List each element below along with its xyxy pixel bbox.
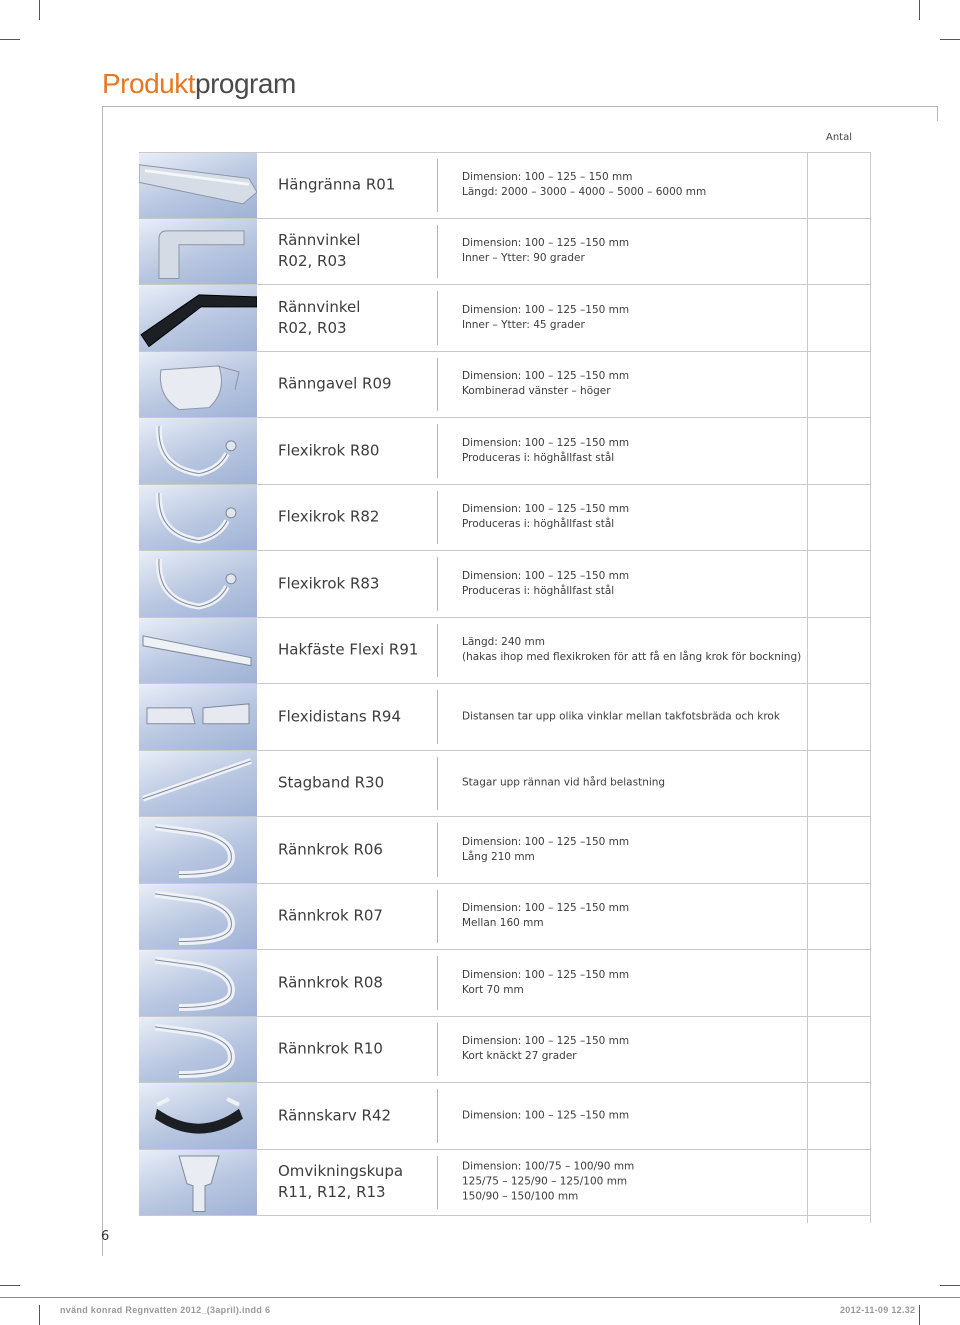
gutter-joint-icon: [139, 1083, 257, 1149]
table-row: [139, 485, 871, 552]
table-row: [139, 352, 871, 419]
description-line: Dimension: 100 – 125 –150 mm: [462, 1035, 630, 1048]
column-separator: [437, 1089, 438, 1143]
description-line: Inner – Ytter: 45 grader: [462, 318, 585, 331]
product-description: [462, 436, 842, 466]
crop-mark: [39, 0, 40, 20]
product-name-line: Flexidistans R94: [278, 707, 401, 726]
column-separator: [437, 159, 438, 212]
table-row: [139, 618, 871, 685]
title-rest: program: [195, 68, 296, 99]
column-separator: [437, 225, 438, 279]
product-name-line: Flexikrok R82: [278, 507, 380, 526]
column-separator: [437, 690, 438, 744]
description-line: 150/90 – 150/100 mm: [462, 1190, 579, 1203]
hook-icon: [139, 551, 257, 617]
product-description: [462, 968, 842, 998]
product-name-line: R02, R03: [278, 318, 347, 337]
crop-mark: [940, 39, 960, 40]
product-description: [462, 303, 842, 333]
product-name-line: Hakfäste Flexi R91: [278, 640, 419, 659]
product-name-line: Hängränna R01: [278, 175, 396, 194]
product-name-line: R11, R12, R13: [278, 1183, 386, 1202]
description-line: Längd: 240 mm: [462, 636, 545, 649]
description-line: Mellan 160 mm: [462, 917, 544, 930]
product-name-line: Ränngavel R09: [278, 374, 392, 393]
product-description: [462, 369, 842, 399]
description-line: Dimension: 100 – 125 – 150 mm: [462, 171, 633, 184]
crop-mark: [39, 1305, 40, 1325]
product-description: [462, 776, 842, 791]
product-description: [462, 709, 842, 724]
gutter-corner-icon: [139, 219, 257, 285]
table-row: [139, 418, 871, 485]
description-line: Produceras i: höghållfast stål: [462, 584, 615, 597]
description-line: Dimension: 100 – 125 –150 mm: [462, 902, 630, 915]
table-row: [139, 1083, 871, 1150]
gutter-icon: [139, 153, 257, 218]
hook-icon: [139, 485, 257, 551]
gutter-hook-icon: [139, 817, 257, 883]
product-name-line: Rännkrok R06: [278, 840, 383, 859]
product-name: [278, 507, 428, 528]
description-line: Produceras i: höghållfast stål: [462, 451, 615, 464]
description-line: (hakas ihop med flexikroken för att få en lång krok för bockning): [462, 651, 802, 664]
description-line: Kombinerad vänster – höger: [462, 385, 611, 398]
column-separator: [437, 1156, 438, 1210]
product-name: [278, 706, 428, 727]
description-line: Dimension: 100/75 – 100/90 mm: [462, 1160, 635, 1173]
frame-left-line: [102, 106, 103, 1256]
product-table: [139, 152, 871, 1216]
product-description: [462, 1160, 842, 1205]
table-row: [139, 884, 871, 951]
frame-top-line: [102, 106, 938, 107]
column-separator: [437, 956, 438, 1010]
description-line: Dimension: 100 – 125 –150 mm: [462, 237, 630, 250]
product-name-line: Rännvinkel: [278, 231, 361, 250]
product-name: [278, 972, 428, 993]
table-row: [139, 1150, 871, 1217]
column-separator: [437, 557, 438, 611]
gutter-hook-icon: [139, 1017, 257, 1083]
column-separator: [437, 1023, 438, 1077]
description-line: Lång 210 mm: [462, 850, 535, 863]
product-name-line: Rännkrok R10: [278, 1039, 383, 1058]
product-name-line: Stagband R30: [278, 773, 385, 792]
gutter-hook-icon: [139, 884, 257, 950]
column-separator: [437, 757, 438, 811]
frame-right-line: [937, 106, 938, 121]
description-line: Dimension: 100 – 125 –150 mm: [462, 1109, 630, 1122]
product-name-line: Flexikrok R80: [278, 441, 380, 460]
table-row: [139, 285, 871, 352]
quantity-column-label: Antal: [826, 132, 853, 143]
page-title: [102, 66, 296, 102]
file-slug: nvänd konrad Regnvatten 2012_(3april).indd 6: [60, 1305, 271, 1315]
spacer-icon: [139, 684, 257, 750]
description-line: Inner – Ytter: 90 grader: [462, 252, 585, 265]
crop-mark: [919, 1305, 920, 1325]
product-name-line: Rännkrok R07: [278, 906, 383, 925]
footer-rule: [0, 1297, 960, 1298]
table-row: [139, 950, 871, 1017]
bracket-strip-icon: [139, 618, 257, 684]
product-name-line: Rännvinkel: [278, 297, 361, 316]
table-row: [139, 551, 871, 618]
product-name: [278, 1105, 428, 1126]
product-name: [278, 1161, 428, 1203]
product-description: [462, 835, 842, 865]
product-name-line: Omvikningskupa: [278, 1162, 404, 1181]
column-separator: [437, 491, 438, 545]
table-row: [139, 152, 871, 219]
product-name-line: Rännskarv R42: [278, 1106, 392, 1125]
product-name: [278, 906, 428, 927]
product-name: [278, 1039, 428, 1060]
product-description: [462, 1108, 842, 1123]
product-name: [278, 297, 428, 339]
column-separator: [437, 624, 438, 678]
product-name: [278, 175, 428, 196]
description-line: Dimension: 100 – 125 –150 mm: [462, 503, 630, 516]
description-line: Dimension: 100 – 125 –150 mm: [462, 569, 630, 582]
column-separator: [437, 823, 438, 877]
strap-icon: [139, 751, 257, 817]
crop-mark: [940, 1285, 960, 1286]
product-name: [278, 773, 428, 794]
product-description: [462, 1034, 842, 1064]
product-description: [462, 236, 842, 266]
product-name: [278, 230, 428, 272]
product-name: [278, 374, 428, 395]
product-description: [462, 170, 842, 200]
description-line: Dimension: 100 – 125 –150 mm: [462, 303, 630, 316]
outlet-funnel-icon: [139, 1150, 257, 1216]
gutter-hook-icon: [139, 950, 257, 1016]
table-row: [139, 817, 871, 884]
title-accent: Produkt: [102, 68, 195, 99]
product-name-line: Rännkrok R08: [278, 973, 383, 992]
description-line: 125/75 – 125/90 – 125/100 mm: [462, 1175, 628, 1188]
table-row: [139, 1017, 871, 1084]
description-line: Kort 70 mm: [462, 983, 524, 996]
crop-mark: [0, 39, 20, 40]
description-line: Dimension: 100 – 125 –150 mm: [462, 835, 630, 848]
product-description: [462, 901, 842, 931]
description-line: Längd: 2000 – 3000 – 4000 – 5000 – 6000 mm: [462, 186, 707, 199]
product-name: [278, 440, 428, 461]
hook-icon: [139, 418, 257, 484]
product-description: [462, 569, 842, 599]
description-line: Dimension: 100 – 125 –150 mm: [462, 436, 630, 449]
column-separator: [437, 424, 438, 478]
product-name: [278, 839, 428, 860]
description-line: Stagar upp rännan vid hård belastning: [462, 776, 666, 789]
product-name-line: Flexikrok R83: [278, 574, 380, 593]
product-name-line: R02, R03: [278, 252, 347, 271]
date-slug: 2012-11-09 12.32: [840, 1305, 916, 1315]
gutter-corner-45-icon: [139, 285, 257, 351]
table-row: [139, 219, 871, 286]
product-description: [462, 502, 842, 532]
table-row: [139, 751, 871, 818]
description-line: Produceras i: höghållfast stål: [462, 518, 615, 531]
gutter-end-cap-icon: [139, 352, 257, 418]
description-line: Dimension: 100 – 125 –150 mm: [462, 370, 630, 383]
table-row: [139, 684, 871, 751]
column-separator: [437, 890, 438, 944]
crop-mark: [0, 1285, 20, 1286]
product-name: [278, 640, 428, 661]
product-name: [278, 573, 428, 594]
column-separator: [437, 291, 438, 345]
crop-mark: [919, 0, 920, 20]
product-description: [462, 635, 842, 665]
description-line: Distansen tar upp olika vinklar mellan takfotsbräda och krok: [462, 710, 780, 723]
page-number: 6: [101, 1229, 110, 1244]
column-separator: [437, 358, 438, 412]
description-line: Dimension: 100 – 125 –150 mm: [462, 968, 630, 981]
description-line: Kort knäckt 27 grader: [462, 1050, 577, 1063]
